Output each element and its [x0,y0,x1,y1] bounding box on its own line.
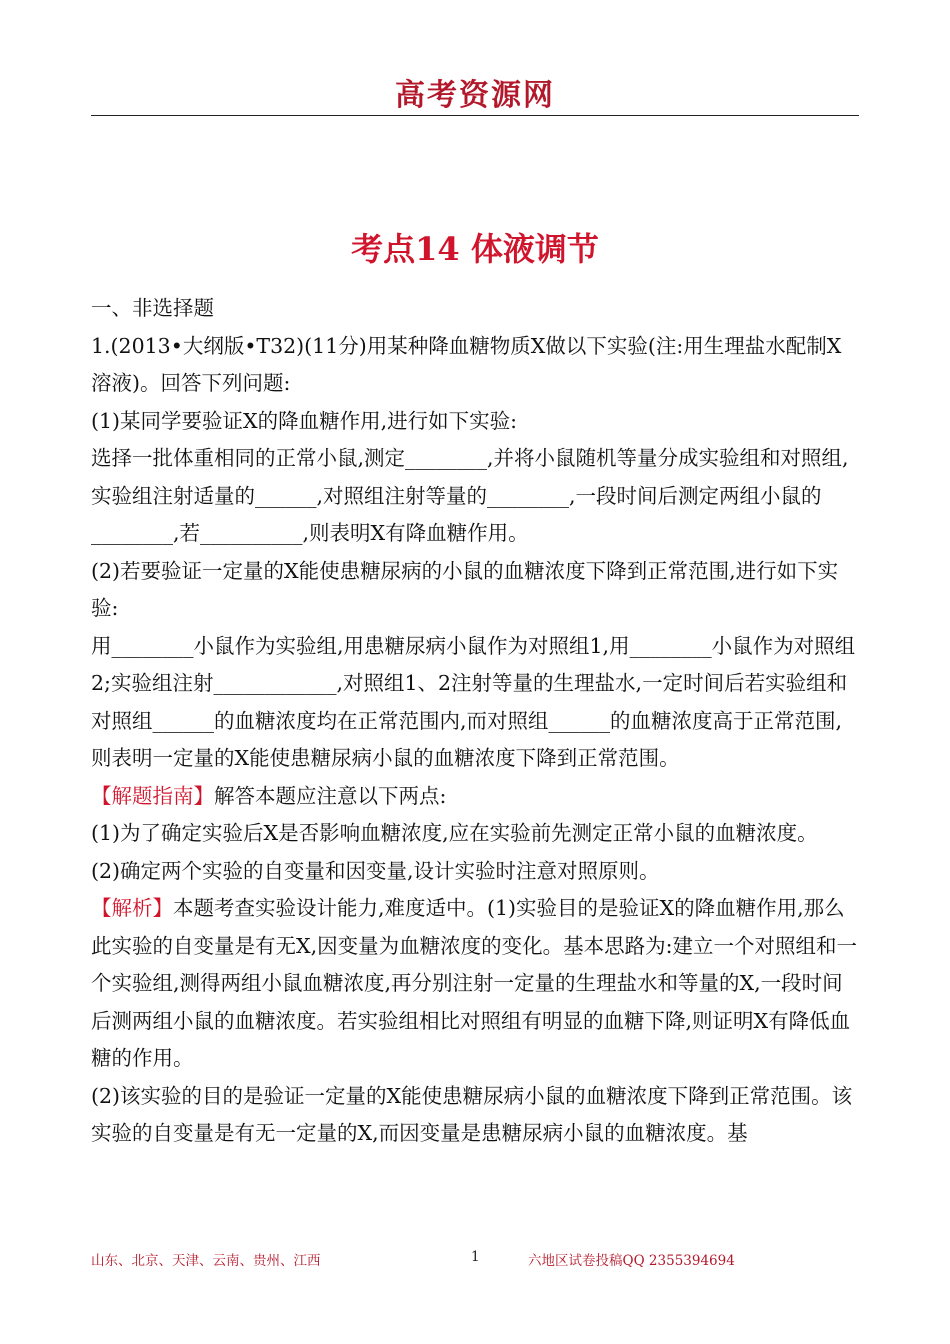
hint-tag: 【解题指南】 [91,783,214,808]
analysis-tag: 【解析】 [91,896,173,920]
footer-regions: 山东、北京、天津、云南、贵州、江西 [91,1253,321,1269]
page-number: 1 [471,1249,480,1265]
site-logo: 高考资源网 [395,78,555,113]
hint-point-2: (2)确定两个实验的自变量和因变量,设计实验时注意对照原则。 [91,858,660,883]
subquestion-2-intro: (2)若要验证一定量的X能使患糖尿病的小鼠的血糖浓度下降到正常范围,进行如下实验: [91,558,839,620]
analysis-text: 本题考查实验设计能力,难度适中。(1)实验目的是验证X的降血糖作用,那么此实验的自变量是有无X,因变量为血糖浓度的变化。基本思路为:建立一个对照组和一个实验组,测得两组小鼠血糖浓度,再分别注射一定量的生理盐水和等量的X,一段时间后测两组小鼠的血糖浓度。若实验组相比对照组有明显的血糖下降,则证明X有降低血糖的作用。 [91,896,858,1070]
analysis-part-2: (2)该实验的目的是验证一定量的X能使患糖尿病小鼠的血糖浓度下降到正常范围。该实验的自变量是有无一定量的X,而因变量是患糖尿病小鼠的血糖浓度。基 [91,1083,853,1145]
subquestion-1-body: 选择一批体重相同的正常小鼠,测定________,并将小鼠随机等量分成实验组和对照组,实验组注射适量的______,对照组注射等量的________,一段时间后测定两组小鼠的________,若__________,则表明X有降血糖作用。 [91,446,849,545]
page-title: 考点14 体液调节 [351,230,599,268]
analysis-paragraph [91,890,861,1078]
question-stem: 1.(2013•大纲版•T32)(11分)用某种降血糖物质X做以下实验(注:用生理盐水配制X溶液)。回答下列问题: [91,333,842,395]
subquestion-2-body: 用________小鼠作为实验组,用患糖尿病小鼠作为对照组1,用________小鼠作为对照组2;实验组注射____________,对照组1、2注射等量的生理盐水,一定时间后若实验组和对照组______的血糖浓度均在正常范围内,而对照组______的血糖浓度高于正常范围,则表明一定量的X能使患糖尿病小鼠的血糖浓度下降到正常范围。 [91,633,856,770]
header-divider [91,115,859,116]
document-body [91,290,861,1153]
section-heading: 一、非选择题 [91,296,214,320]
footer-contact: 六地区试卷投稿QQ 2355394694 [528,1253,735,1269]
hint-text: 解答本题应注意以下两点: [214,783,447,808]
hint-paragraph [91,778,861,816]
hint-point-1: (1)为了确定实验后X是否影响血糖浓度,应在实验前先测定正常小鼠的血糖浓度。 [91,821,818,845]
subquestion-1-intro: (1)某同学要验证X的降血糖作用,进行如下实验: [91,408,518,433]
